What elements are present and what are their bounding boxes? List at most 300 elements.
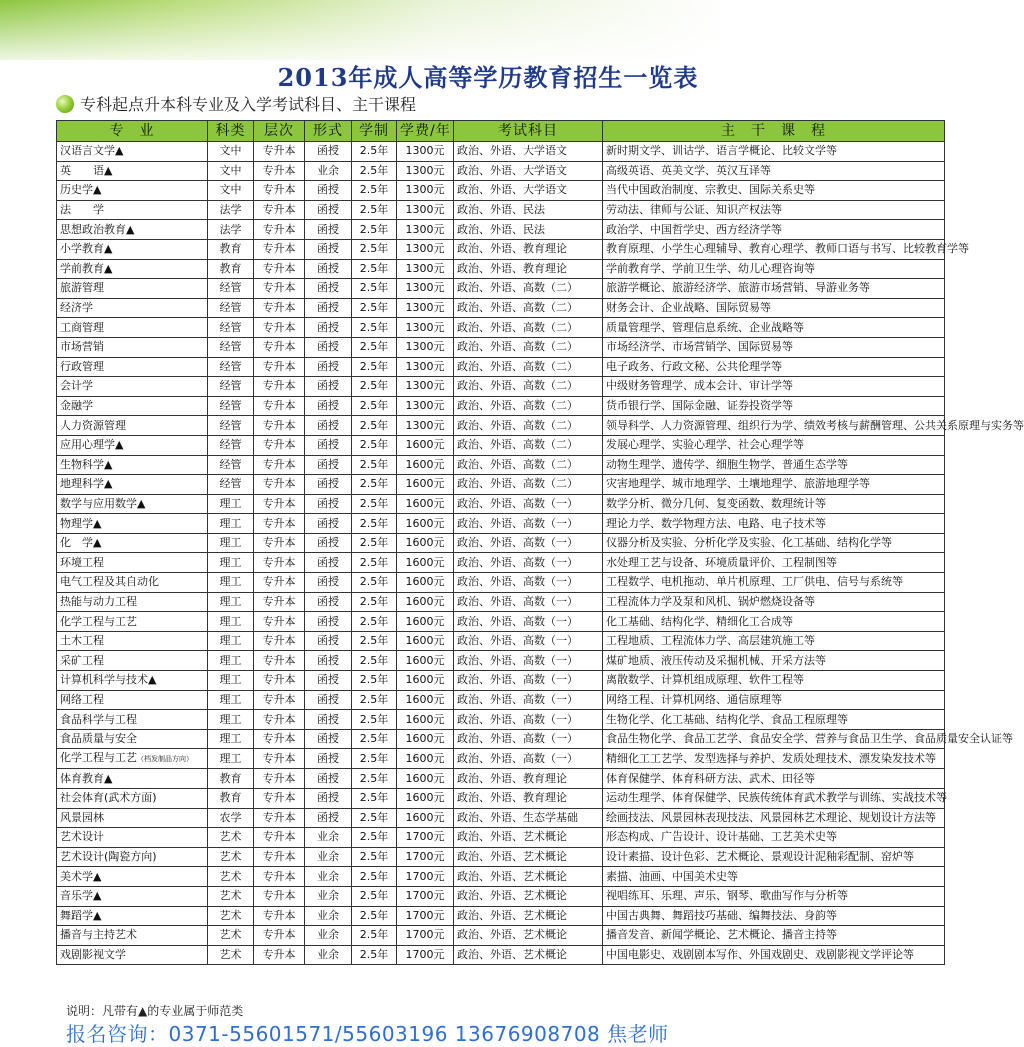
cell-level: 专升本	[254, 651, 305, 671]
cell-courses: 食品生物化学、食品工艺学、食品安全学、营养与食品卫生学、食品质量安全认证等	[603, 729, 945, 749]
table-row	[57, 651, 945, 671]
cell-fee: 1300元	[397, 142, 454, 162]
cell-category: 理工	[208, 592, 254, 612]
cell-form: 函授	[305, 318, 352, 338]
cell-level: 专升本	[254, 337, 305, 357]
cell-courses: 视唱练耳、乐理、声乐、钢琴、歌曲写作与分析等	[603, 886, 945, 906]
cell-courses: 中国古典舞、舞蹈技巧基础、编舞技法、身韵等	[603, 906, 945, 926]
major-name: 食品科学与工程	[60, 712, 137, 726]
cell-form: 函授	[305, 181, 352, 201]
table-row	[57, 808, 945, 828]
cell-duration: 2.5年	[352, 886, 397, 906]
cell-form: 函授	[305, 396, 352, 416]
cell-exam: 政治、外语、高数（二）	[454, 279, 603, 299]
cell-fee: 1300元	[397, 239, 454, 259]
cell-duration: 2.5年	[352, 710, 397, 730]
cell-courses: 精细化工工艺学、发型选择与养护、发质处理技术、漂发染发技术等	[603, 749, 945, 769]
cell-level: 专升本	[254, 200, 305, 220]
cell-form: 业余	[305, 886, 352, 906]
cell-courses: 体育保健学、体育科研方法、武术、田径等	[603, 769, 945, 789]
table-row	[57, 181, 945, 201]
major-name: 数学与应用数学▲	[60, 496, 146, 510]
cell-courses: 水处理工艺与设备、环境质量评价、工程制图等	[603, 553, 945, 573]
cell-major	[57, 671, 208, 691]
cell-form: 函授	[305, 494, 352, 514]
cell-category: 艺术	[208, 945, 254, 965]
header-fee: 学费/年	[397, 121, 454, 142]
cell-form: 业余	[305, 906, 352, 926]
cell-exam: 政治、外语、艺术概论	[454, 945, 603, 965]
cell-major	[57, 514, 208, 534]
cell-form: 业余	[305, 847, 352, 867]
table-row	[57, 533, 945, 553]
cell-form: 函授	[305, 789, 352, 809]
cell-level: 专升本	[254, 769, 305, 789]
cell-category: 艺术	[208, 926, 254, 946]
cell-courses: 领导科学、人力资源管理、组织行为学、绩效考核与薪酬管理、公共关系原理与实务等	[603, 416, 945, 436]
table-row	[57, 494, 945, 514]
cell-duration: 2.5年	[352, 259, 397, 279]
table-row	[57, 592, 945, 612]
cell-courses: 动物生理学、遗传学、细胞生物学、普通生态学等	[603, 455, 945, 475]
major-name: 美术学▲	[60, 869, 102, 883]
cell-courses: 学前教育学、学前卫生学、幼儿心理咨询等	[603, 259, 945, 279]
major-name: 戏剧影视文学	[60, 948, 126, 962]
cell-fee: 1600元	[397, 455, 454, 475]
cell-form: 函授	[305, 337, 352, 357]
cell-exam: 政治、外语、高数（二）	[454, 455, 603, 475]
cell-form: 函授	[305, 475, 352, 495]
cell-level: 专升本	[254, 808, 305, 828]
table-row	[57, 200, 945, 220]
major-name: 英 语▲	[60, 163, 113, 177]
cell-form: 函授	[305, 651, 352, 671]
cell-fee: 1700元	[397, 945, 454, 965]
table-row	[57, 259, 945, 279]
table-row	[57, 298, 945, 318]
green-sphere-icon	[56, 95, 74, 113]
cell-exam: 政治、外语、艺术概论	[454, 926, 603, 946]
cell-category: 教育	[208, 239, 254, 259]
cell-level: 专升本	[254, 573, 305, 593]
cell-courses: 工程流体力学及泵和风机、锅炉燃烧设备等	[603, 592, 945, 612]
cell-major	[57, 337, 208, 357]
cell-fee: 1600元	[397, 690, 454, 710]
cell-form: 函授	[305, 533, 352, 553]
cell-fee: 1300元	[397, 357, 454, 377]
major-name: 体育教育▲	[60, 771, 113, 785]
cell-level: 专升本	[254, 828, 305, 848]
subtitle-text: 专科起点升本科专业及入学考试科目、主干课程	[80, 95, 417, 114]
cell-fee: 1600元	[397, 592, 454, 612]
cell-duration: 2.5年	[352, 298, 397, 318]
cell-fee: 1300元	[397, 416, 454, 436]
table-row	[57, 769, 945, 789]
cell-exam: 政治、外语、高数（二）	[454, 416, 603, 436]
cell-courses: 电子政务、行政文秘、公共伦理学等	[603, 357, 945, 377]
cell-courses: 发展心理学、实验心理学、社会心理学等	[603, 435, 945, 455]
cell-courses: 质量管理学、管理信息系统、企业战略等	[603, 318, 945, 338]
table-row	[57, 945, 945, 965]
cell-duration: 2.5年	[352, 220, 397, 240]
cell-major	[57, 161, 208, 181]
cell-exam: 政治、外语、艺术概论	[454, 828, 603, 848]
cell-category: 经管	[208, 416, 254, 436]
cell-category: 教育	[208, 789, 254, 809]
cell-fee: 1300元	[397, 298, 454, 318]
cell-category: 法学	[208, 220, 254, 240]
major-name: 历史学▲	[60, 183, 102, 197]
cell-category: 经管	[208, 337, 254, 357]
cell-courses: 离散数学、计算机组成原理、软件工程等	[603, 671, 945, 691]
cell-exam: 政治、外语、高数（一）	[454, 729, 603, 749]
cell-exam: 政治、外语、高数（二）	[454, 377, 603, 397]
table-row	[57, 396, 945, 416]
major-name: 播音与主持艺术	[60, 928, 137, 942]
cell-exam: 政治、外语、教育理论	[454, 259, 603, 279]
header-banner-shade	[0, 0, 976, 60]
cell-major	[57, 259, 208, 279]
major-name: 风景园林	[60, 810, 104, 824]
cell-exam: 政治、外语、高数（一）	[454, 710, 603, 730]
cell-duration: 2.5年	[352, 475, 397, 495]
table-row	[57, 337, 945, 357]
table-row	[57, 828, 945, 848]
cell-fee: 1300元	[397, 200, 454, 220]
cell-major	[57, 828, 208, 848]
table-row	[57, 279, 945, 299]
cell-category: 法学	[208, 200, 254, 220]
cell-major	[57, 396, 208, 416]
cell-duration: 2.5年	[352, 671, 397, 691]
cell-form: 函授	[305, 416, 352, 436]
cell-duration: 2.5年	[352, 592, 397, 612]
cell-courses: 素描、油画、中国美术史等	[603, 867, 945, 887]
cell-fee: 1300元	[397, 279, 454, 299]
cell-form: 函授	[305, 729, 352, 749]
cell-major	[57, 475, 208, 495]
cell-form: 函授	[305, 377, 352, 397]
table-row	[57, 475, 945, 495]
cell-category: 农学	[208, 808, 254, 828]
cell-fee: 1600元	[397, 631, 454, 651]
cell-exam: 政治、外语、高数（二）	[454, 357, 603, 377]
cell-duration: 2.5年	[352, 553, 397, 573]
cell-courses: 当代中国政治制度、宗教史、国际关系史等	[603, 181, 945, 201]
cell-courses: 工程数学、电机拖动、单片机原理、工厂供电、信号与系统等	[603, 573, 945, 593]
cell-exam: 政治、外语、大学语文	[454, 161, 603, 181]
cell-major	[57, 867, 208, 887]
cell-exam: 政治、外语、民法	[454, 200, 603, 220]
cell-level: 专升本	[254, 631, 305, 651]
major-name: 旅游管理	[60, 281, 104, 295]
cell-level: 专升本	[254, 592, 305, 612]
major-name: 经济学	[60, 301, 93, 315]
cell-category: 文中	[208, 142, 254, 162]
cell-duration: 2.5年	[352, 318, 397, 338]
cell-fee: 1300元	[397, 396, 454, 416]
page-title: 2013年成人高等学历教育招生一览表	[277, 63, 699, 92]
cell-courses: 形态构成、广告设计、设计基础、工艺美术史等	[603, 828, 945, 848]
cell-exam: 政治、外语、民法	[454, 220, 603, 240]
cell-category: 理工	[208, 494, 254, 514]
footnote: 说明：凡带有▲的专业属于师范类	[66, 1004, 244, 1018]
cell-major	[57, 318, 208, 338]
cell-major	[57, 651, 208, 671]
cell-level: 专升本	[254, 690, 305, 710]
cell-exam: 政治、外语、生态学基础	[454, 808, 603, 828]
cell-level: 专升本	[254, 926, 305, 946]
table-row	[57, 514, 945, 534]
major-name: 音乐学▲	[60, 889, 102, 903]
cell-category: 经管	[208, 279, 254, 299]
cell-duration: 2.5年	[352, 769, 397, 789]
cell-category: 理工	[208, 671, 254, 691]
header-category: 科类	[208, 121, 254, 142]
cell-major	[57, 455, 208, 475]
major-name: 应用心理学▲	[60, 438, 124, 452]
cell-fee: 1700元	[397, 906, 454, 926]
cell-level: 专升本	[254, 259, 305, 279]
cell-level: 专升本	[254, 847, 305, 867]
cell-category: 经管	[208, 377, 254, 397]
major-name: 舞蹈学▲	[60, 908, 102, 922]
cell-exam: 政治、外语、高数（一）	[454, 690, 603, 710]
cell-level: 专升本	[254, 749, 305, 769]
cell-category: 经管	[208, 455, 254, 475]
cell-form: 函授	[305, 592, 352, 612]
cell-exam: 政治、外语、高数（一）	[454, 553, 603, 573]
cell-courses: 财务会计、企业战略、国际贸易等	[603, 298, 945, 318]
major-note: （档发制品方向）	[137, 755, 193, 764]
major-name: 行政管理	[60, 359, 104, 373]
header-banner	[0, 0, 976, 60]
cell-level: 专升本	[254, 710, 305, 730]
cell-duration: 2.5年	[352, 239, 397, 259]
cell-courses: 新时期文学、训诂学、语言学概论、比较文学等	[603, 142, 945, 162]
cell-duration: 2.5年	[352, 651, 397, 671]
cell-category: 理工	[208, 533, 254, 553]
cell-exam: 政治、外语、高数（一）	[454, 749, 603, 769]
table-row	[57, 906, 945, 926]
cell-form: 函授	[305, 259, 352, 279]
table-row	[57, 729, 945, 749]
cell-duration: 2.5年	[352, 906, 397, 926]
cell-exam: 政治、外语、艺术概论	[454, 867, 603, 887]
cell-major	[57, 279, 208, 299]
cell-form: 业余	[305, 161, 352, 181]
cell-major	[57, 789, 208, 809]
cell-major	[57, 298, 208, 318]
cell-major	[57, 220, 208, 240]
cell-courses: 运动生理学、体育保健学、民族传统体育武术教学与训练、实战技术等	[603, 789, 945, 809]
cell-exam: 政治、外语、高数（一）	[454, 573, 603, 593]
cell-form: 函授	[305, 690, 352, 710]
cell-duration: 2.5年	[352, 377, 397, 397]
table-row	[57, 239, 945, 259]
cell-form: 业余	[305, 945, 352, 965]
cell-form: 函授	[305, 357, 352, 377]
cell-category: 理工	[208, 553, 254, 573]
cell-duration: 2.5年	[352, 455, 397, 475]
cell-level: 专升本	[254, 514, 305, 534]
major-name: 物理学▲	[60, 516, 102, 530]
cell-category: 理工	[208, 612, 254, 632]
cell-major	[57, 494, 208, 514]
cell-category: 经管	[208, 396, 254, 416]
cell-fee: 1600元	[397, 808, 454, 828]
cell-level: 专升本	[254, 416, 305, 436]
cell-fee: 1300元	[397, 161, 454, 181]
cell-exam: 政治、外语、艺术概论	[454, 847, 603, 867]
major-name: 小学教育▲	[60, 242, 113, 256]
major-name: 法 学	[60, 203, 104, 217]
cell-exam: 政治、外语、大学语文	[454, 181, 603, 201]
cell-duration: 2.5年	[352, 945, 397, 965]
major-name: 社会体育(武术方面)	[60, 791, 157, 805]
cell-category: 经管	[208, 435, 254, 455]
cell-major	[57, 631, 208, 651]
cell-level: 专升本	[254, 553, 305, 573]
cell-fee: 1300元	[397, 181, 454, 201]
table-row	[57, 220, 945, 240]
cell-level: 专升本	[254, 789, 305, 809]
cell-duration: 2.5年	[352, 142, 397, 162]
enrollment-table	[56, 120, 1024, 965]
cell-duration: 2.5年	[352, 200, 397, 220]
cell-category: 艺术	[208, 886, 254, 906]
cell-level: 专升本	[254, 279, 305, 299]
cell-category: 经管	[208, 318, 254, 338]
cell-duration: 2.5年	[352, 926, 397, 946]
header-courses: 主 干 课 程	[603, 121, 945, 142]
cell-exam: 政治、外语、教育理论	[454, 789, 603, 809]
cell-exam: 政治、外语、高数（二）	[454, 396, 603, 416]
cell-form: 函授	[305, 200, 352, 220]
cell-category: 经管	[208, 357, 254, 377]
cell-level: 专升本	[254, 181, 305, 201]
cell-level: 专升本	[254, 239, 305, 259]
cell-exam: 政治、外语、高数（一）	[454, 671, 603, 691]
cell-duration: 2.5年	[352, 749, 397, 769]
cell-major	[57, 808, 208, 828]
cell-fee: 1600元	[397, 710, 454, 730]
cell-category: 理工	[208, 710, 254, 730]
cell-courses: 灾害地理学、城市地理学、土壤地理学、旅游地理学等	[603, 475, 945, 495]
cell-fee: 1700元	[397, 886, 454, 906]
cell-form: 函授	[305, 671, 352, 691]
cell-fee: 1600元	[397, 435, 454, 455]
cell-courses: 仪器分析及实验、分析化学及实验、化工基础、结构化学等	[603, 533, 945, 553]
cell-major	[57, 690, 208, 710]
section-subtitle	[56, 92, 416, 115]
cell-duration: 2.5年	[352, 514, 397, 534]
cell-category: 教育	[208, 769, 254, 789]
cell-major	[57, 181, 208, 201]
major-name: 环境工程	[60, 555, 104, 569]
cell-exam: 政治、外语、艺术概论	[454, 886, 603, 906]
table-row	[57, 671, 945, 691]
cell-level: 专升本	[254, 475, 305, 495]
cell-duration: 2.5年	[352, 396, 397, 416]
cell-duration: 2.5年	[352, 357, 397, 377]
cell-major	[57, 142, 208, 162]
table-row	[57, 847, 945, 867]
cell-form: 业余	[305, 926, 352, 946]
cell-duration: 2.5年	[352, 612, 397, 632]
contact-info: 报名咨询：0371-55601571/55603196 13676908708 焦老师	[66, 1022, 669, 1046]
cell-level: 专升本	[254, 435, 305, 455]
cell-fee: 1600元	[397, 769, 454, 789]
cell-fee: 1300元	[397, 220, 454, 240]
cell-courses: 理论力学、数学物理方法、电路、电子技术等	[603, 514, 945, 534]
table-row	[57, 142, 945, 162]
cell-major	[57, 710, 208, 730]
major-name: 人力资源管理	[60, 418, 126, 432]
cell-courses: 劳动法、律师与公证、知识产权法等	[603, 200, 945, 220]
cell-major	[57, 573, 208, 593]
cell-category: 文中	[208, 181, 254, 201]
cell-category: 理工	[208, 749, 254, 769]
cell-level: 专升本	[254, 867, 305, 887]
cell-duration: 2.5年	[352, 808, 397, 828]
cell-category: 艺术	[208, 847, 254, 867]
cell-duration: 2.5年	[352, 416, 397, 436]
cell-courses: 教育原理、小学生心理辅导、教育心理学、教师口语与书写、比较教育学等	[603, 239, 945, 259]
cell-category: 艺术	[208, 906, 254, 926]
cell-major	[57, 612, 208, 632]
cell-level: 专升本	[254, 886, 305, 906]
cell-level: 专升本	[254, 494, 305, 514]
cell-exam: 政治、外语、高数（一）	[454, 514, 603, 534]
cell-major	[57, 769, 208, 789]
header-major: 专 业	[57, 121, 208, 142]
cell-form: 函授	[305, 749, 352, 769]
cell-duration: 2.5年	[352, 573, 397, 593]
major-name: 食品质量与安全	[60, 732, 137, 746]
cell-level: 专升本	[254, 161, 305, 181]
major-name: 生物科学▲	[60, 457, 113, 471]
cell-fee: 1600元	[397, 612, 454, 632]
cell-fee: 1600元	[397, 749, 454, 769]
cell-duration: 2.5年	[352, 867, 397, 887]
cell-exam: 政治、外语、艺术概论	[454, 906, 603, 926]
cell-duration: 2.5年	[352, 181, 397, 201]
major-name: 工商管理	[60, 320, 104, 334]
cell-courses: 化工基础、结构化学、精细化工合成等	[603, 612, 945, 632]
cell-level: 专升本	[254, 142, 305, 162]
cell-level: 专升本	[254, 533, 305, 553]
cell-category: 理工	[208, 651, 254, 671]
cell-fee: 1700元	[397, 867, 454, 887]
cell-fee: 1600元	[397, 475, 454, 495]
major-name: 学前教育▲	[60, 261, 113, 275]
cell-level: 专升本	[254, 357, 305, 377]
cell-fee: 1700元	[397, 847, 454, 867]
cell-exam: 政治、外语、高数（一）	[454, 592, 603, 612]
cell-form: 函授	[305, 514, 352, 534]
cell-duration: 2.5年	[352, 435, 397, 455]
cell-form: 函授	[305, 298, 352, 318]
table-row	[57, 357, 945, 377]
table-row	[57, 612, 945, 632]
cell-exam: 政治、外语、高数（一）	[454, 533, 603, 553]
cell-category: 理工	[208, 514, 254, 534]
table-row	[57, 435, 945, 455]
cell-exam: 政治、外语、高数（二）	[454, 318, 603, 338]
cell-major	[57, 592, 208, 612]
table-row	[57, 789, 945, 809]
